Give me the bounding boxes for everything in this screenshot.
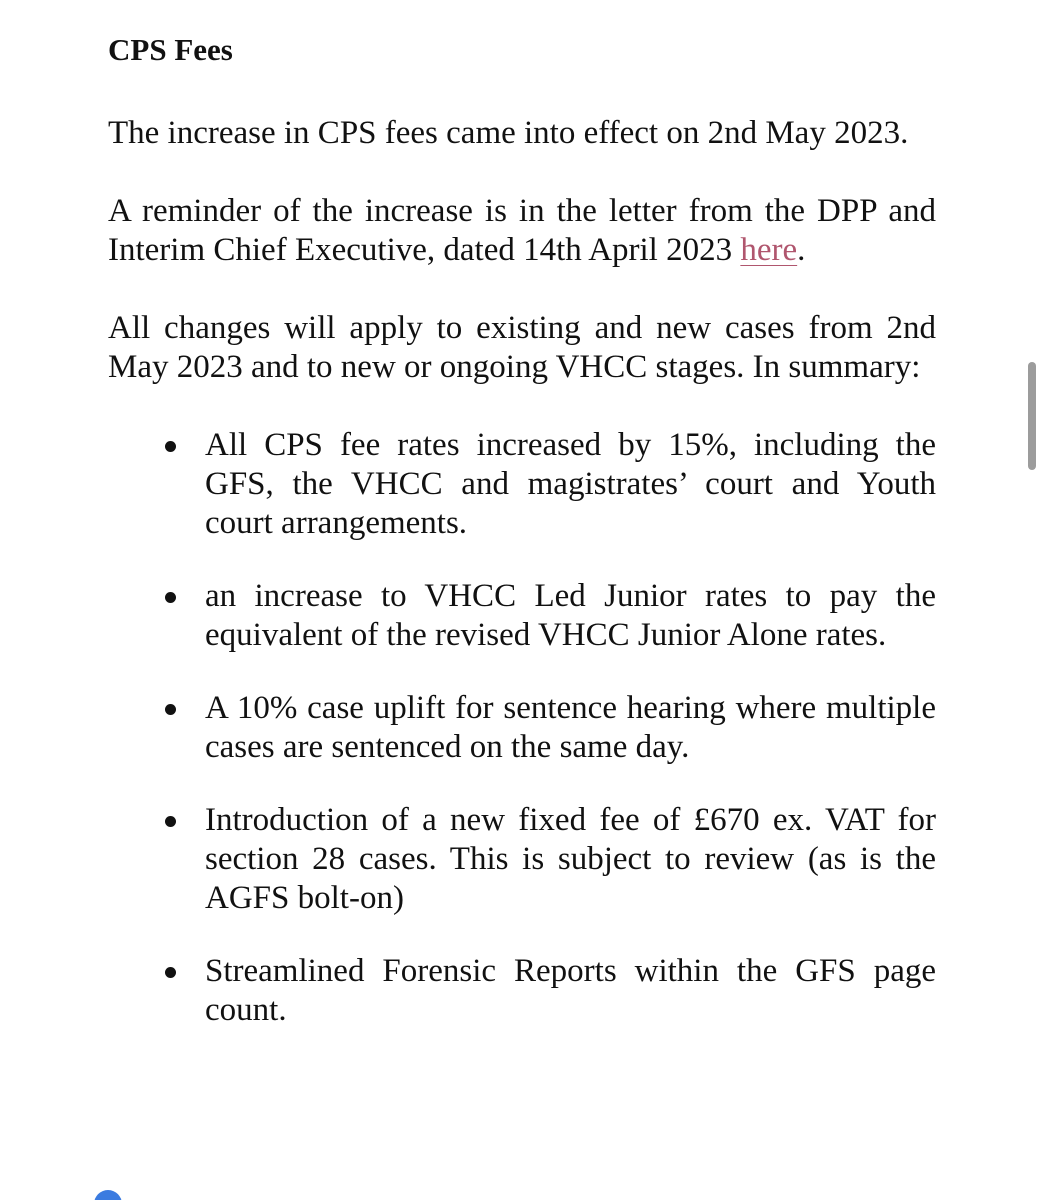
list-item: [205, 689, 936, 767]
list-item-text: A 10% case uplift for sentence hearing where multiple cases are sentenced on the same day.: [205, 690, 936, 765]
floating-action-icon[interactable]: [94, 1190, 122, 1200]
document-body: [108, 28, 936, 1064]
list-item-text: Streamlined Forensic Reports within the GFS page count.: [205, 953, 936, 1028]
paragraph-reminder-period: .: [797, 232, 806, 268]
paragraph-summary-intro: [108, 309, 936, 387]
bullet-icon: [165, 967, 176, 978]
list-item: [205, 801, 936, 918]
section-heading: CPS Fees: [108, 32, 233, 67]
bullet-icon: [165, 704, 176, 715]
list-item-text: Introduction of a new fixed fee of £670 ex. VAT for section 28 cases. This is subject to review (as is the AGFS bolt-on): [205, 802, 936, 916]
paragraph-effective-date: [108, 114, 936, 153]
list-item-text: All CPS fee rates increased by 15%, including the GFS, the VHCC and magistrates’ court and Youth court arrangements.: [205, 427, 936, 541]
paragraph-reminder: [108, 192, 936, 270]
list-item: [205, 426, 936, 543]
vertical-scrollbar[interactable]: [1028, 362, 1036, 470]
list-item: [205, 952, 936, 1030]
bullet-icon: [165, 816, 176, 827]
list-item: [205, 577, 936, 655]
bullet-icon: [165, 441, 176, 452]
paragraph-reminder-text: A reminder of the increase is in the letter from the DPP and Interim Chief Executive, dated 14th April 2023: [108, 193, 936, 268]
summary-list: [108, 426, 936, 1030]
list-item-text: an increase to VHCC Led Junior rates to pay the equivalent of the revised VHCC Junior Alone rates.: [205, 578, 936, 653]
bullet-icon: [165, 592, 176, 603]
paragraph-effective-date-text: The increase in CPS fees came into effect on 2nd May 2023.: [108, 115, 909, 151]
here-link[interactable]: here: [740, 232, 798, 268]
paragraph-summary-intro-text: All changes will apply to existing and new cases from 2nd May 2023 and to new or ongoing VHCC stages. In summary:: [108, 310, 936, 385]
